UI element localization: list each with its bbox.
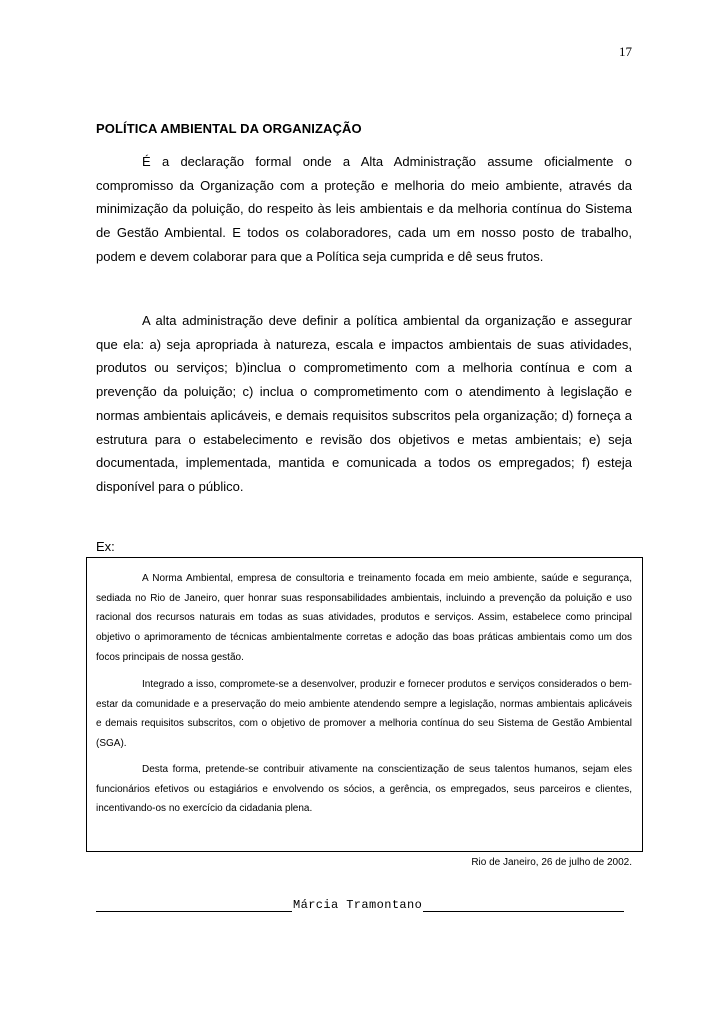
date-line: Rio de Janeiro, 26 de julho de 2002. xyxy=(471,857,632,868)
signature-name: Márcia Tramontano xyxy=(293,898,423,912)
section-title: POLÍTICA AMBIENTAL DA ORGANIZAÇÃO xyxy=(96,121,362,136)
example-paragraph: A Norma Ambiental, empresa de consultoria e treinamento focada em meio ambiente, saúde e segurança, sediada no Rio de Janeiro, quer honrar suas responsabilidades ambientais, incluindo a prevenção da poluição e uso racional dos recursos naturais em todas as suas atividades, produtos e serviços. Assim, estabelece como principal objetivo o aprimoramento de técnicas ambientalmente corretas e adoção das boas práticas ambientais como um dos focos principais de nossa gestão. xyxy=(96,573,632,663)
signature-rule-left xyxy=(96,897,292,912)
requirements-paragraph: A alta administração deve definir a política ambiental da organização e assegurar que ela: a) seja apropriada à natureza, escala e impactos ambientais de suas atividades, produtos ou serviços; b)inclua o comprometimento com a melhoria contínua e com a prevenção da poluição; c) inclua o comprometimento com o atendimento à legislação e normas ambientais aplicáveis, e demais requisitos subscritos pela organização; d) forneça a estrutura para o estabelecimento e revisão dos objetivos e metas ambientais; e) seja documentada, implementada, mantida e comunicada a todos os empregados; f) esteja disponível para o público. xyxy=(96,313,632,494)
page-number: 17 xyxy=(619,44,632,59)
example-paragraph: Desta forma, pretende-se contribuir ativamente na conscientização de seus talentos humanos, sejam eles funcionários efetivos ou estagiários e envolvendo os sócios, a gerência, os empregados, seus parceiros e clientes, incentivando-os no exercício da cidadania plena. xyxy=(96,764,632,815)
example-paragraph: Integrado a isso, compromete-se a desenvolver, produzir e fornecer produtos e serviços considerados o bem-estar da comunidade e a preservação do meio ambiente atendendo sempre a legislação, normas ambientais aplicáveis e demais requisitos subscritos, com o objetivo de promover a melhoria contínua do seu Sistema de Gestão Ambiental (SGA). xyxy=(96,679,632,750)
example-label: Ex: xyxy=(96,539,115,554)
signature-rule-right xyxy=(423,897,624,912)
signature-line xyxy=(96,897,624,912)
definition-paragraph: É a declaração formal onde a Alta Administração assume oficialmente o compromisso da Organização com a proteção e melhoria do meio ambiente, através da minimização da poluição, do respeito às leis ambientais e da melhoria contínua do Sistema de Gestão Ambiental. E todos os colaboradores, cada um em nosso posto de trabalho, podem e devem colaborar para que a Política seja cumprida e dê seus frutos. xyxy=(96,154,632,264)
